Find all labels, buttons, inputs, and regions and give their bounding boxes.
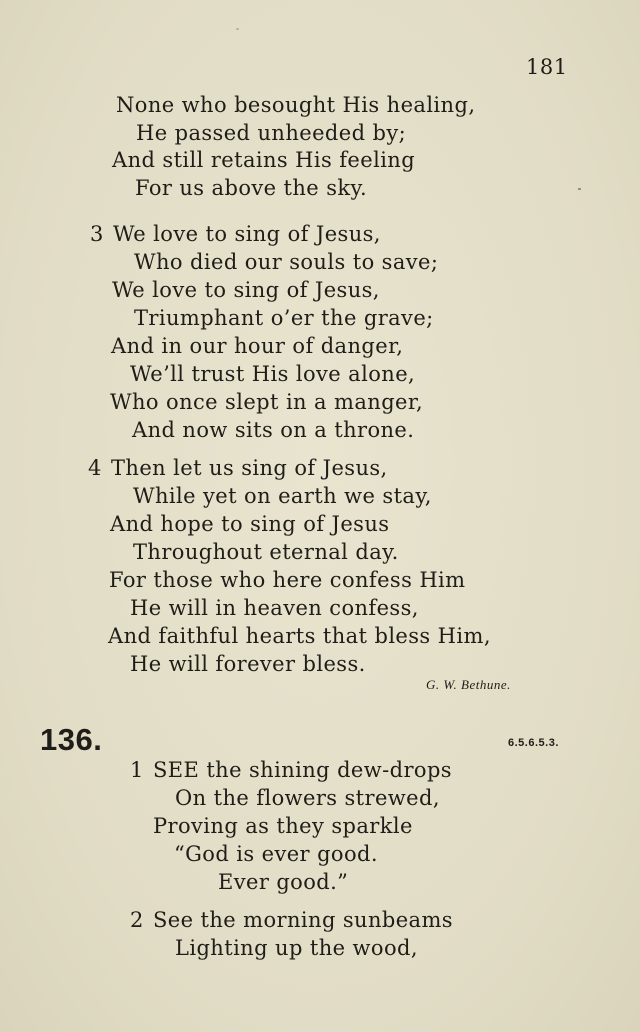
verse-line: And in our hour of danger, <box>111 334 404 358</box>
verse-line: Proving as they sparkle <box>153 814 413 838</box>
verse-line: On the flowers strewed, <box>175 786 440 810</box>
verse-line: For us above the sky. <box>135 176 368 200</box>
verse-line: For those who here confess Him <box>109 568 466 592</box>
verse-line: And still retains His feeling <box>112 148 416 172</box>
stanza-number: 4 <box>88 456 102 480</box>
hymn-number: 136. <box>40 722 103 757</box>
verse-line: SEE the shining dew-drops <box>153 758 452 782</box>
verse-line: Who once slept in a manger, <box>110 390 424 414</box>
verse-line: He will forever bless. <box>130 652 366 676</box>
verse-line: And faithful hearts that bless Him, <box>108 624 491 648</box>
meter-indicator: 6.5.6.5.3. <box>508 737 559 749</box>
paper-speck <box>236 28 239 30</box>
verse-line: Ever good.” <box>218 870 349 894</box>
page-number: 181 <box>526 55 568 79</box>
verse-line: Triumphant o’er the grave; <box>134 306 434 330</box>
verse-line: See the morning sunbeams <box>153 908 453 932</box>
verse-line: He passed unheeded by; <box>136 121 407 145</box>
verse-line: We love to sing of Jesus, <box>113 222 381 246</box>
verse-line: None who besought His healing, <box>116 93 476 117</box>
verse-line: “God is ever good. <box>174 842 378 866</box>
stanza-number: 3 <box>90 222 104 246</box>
verse-line: And now sits on a throne. <box>132 418 415 442</box>
author-attribution: G. W. Bethune. <box>426 677 511 692</box>
verse-line: Who died our souls to save; <box>134 250 439 274</box>
stanza-number: 1 <box>130 758 144 782</box>
verse-line: We love to sing of Jesus, <box>112 278 380 302</box>
verse-line: Then let us sing of Jesus, <box>111 456 388 480</box>
verse-line: Throughout eternal day. <box>133 540 399 564</box>
verse-line: And hope to sing of Jesus <box>110 512 390 536</box>
verse-line: Lighting up the wood, <box>175 936 418 960</box>
stanza-number: 2 <box>130 908 144 932</box>
verse-line: While yet on earth we stay, <box>133 484 432 508</box>
verse-line: We’ll trust His love alone, <box>130 362 416 386</box>
verse-line: He will in heaven confess, <box>130 596 419 620</box>
paper-speck <box>578 188 581 190</box>
